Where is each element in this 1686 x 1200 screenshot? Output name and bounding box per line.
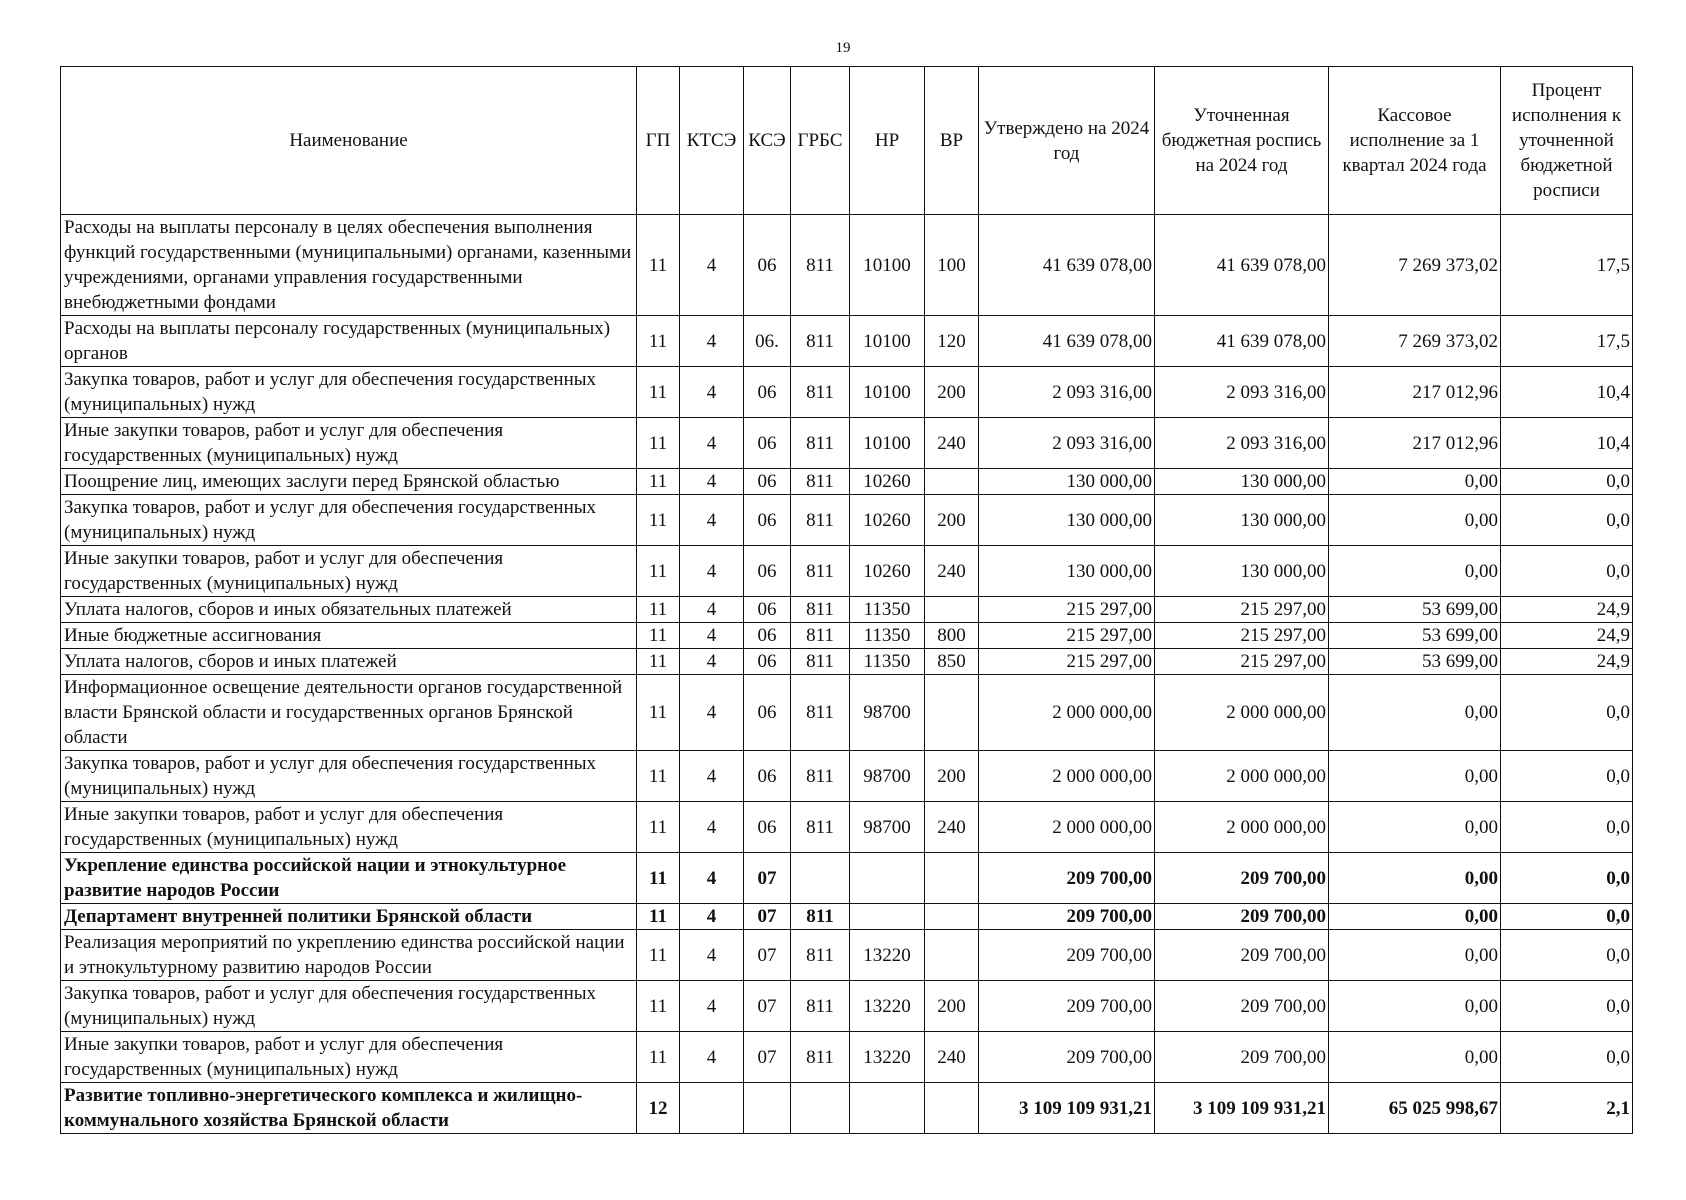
cell-gp: 11 xyxy=(637,495,680,546)
cell-nr: 10100 xyxy=(850,367,925,418)
table-row xyxy=(61,981,1633,1032)
header-nr: НР xyxy=(850,67,925,215)
cell-gp: 11 xyxy=(637,904,680,930)
cell-grbs: 811 xyxy=(791,418,850,469)
cell-percent: 17,5 xyxy=(1501,316,1633,367)
cell-vr: 850 xyxy=(925,649,979,675)
cell-ktse: 4 xyxy=(680,930,744,981)
header-cash: Кассовое исполнение за 1 квартал 2024 года xyxy=(1329,67,1501,215)
cell-nr: 11350 xyxy=(850,597,925,623)
cell-cash: 53 699,00 xyxy=(1329,597,1501,623)
header-approved: Утверждено на 2024 год xyxy=(979,67,1155,215)
cell-vr: 240 xyxy=(925,802,979,853)
cell-ktse: 4 xyxy=(680,981,744,1032)
cell-ktse: 4 xyxy=(680,546,744,597)
cell-kse: 06 xyxy=(744,597,791,623)
cell-kse: 07 xyxy=(744,853,791,904)
cell-name: Реализация мероприятий по укреплению единства российской нации и этнокультурному развитию народов России xyxy=(61,930,637,981)
cell-gp: 11 xyxy=(637,469,680,495)
cell-vr: 200 xyxy=(925,367,979,418)
cell-gp: 11 xyxy=(637,546,680,597)
cell-name: Расходы на выплаты персоналу в целях обеспечения выполнения функций государственными (муниципальными) органами, казенными учреждениями, органами управления государственными внебюджетными фондами xyxy=(61,215,637,316)
cell-kse: 06 xyxy=(744,367,791,418)
cell-cash: 53 699,00 xyxy=(1329,623,1501,649)
cell-cash: 7 269 373,02 xyxy=(1329,215,1501,316)
cell-name: Уплата налогов, сборов и иных обязательных платежей xyxy=(61,597,637,623)
cell-refined: 209 700,00 xyxy=(1155,930,1329,981)
cell-approved: 3 109 109 931,21 xyxy=(979,1083,1155,1134)
header-percent: Процент исполнения к уточненной бюджетной росписи xyxy=(1501,67,1633,215)
cell-nr xyxy=(850,1083,925,1134)
cell-grbs: 811 xyxy=(791,546,850,597)
cell-vr: 200 xyxy=(925,981,979,1032)
cell-name: Закупка товаров, работ и услуг для обеспечения государственных (муниципальных) нужд xyxy=(61,495,637,546)
cell-nr: 13220 xyxy=(850,930,925,981)
cell-nr: 10100 xyxy=(850,215,925,316)
cell-gp: 11 xyxy=(637,649,680,675)
cell-name: Закупка товаров, работ и услуг для обеспечения государственных (муниципальных) нужд xyxy=(61,367,637,418)
cell-nr: 11350 xyxy=(850,623,925,649)
cell-vr: 120 xyxy=(925,316,979,367)
cell-percent: 0,0 xyxy=(1501,930,1633,981)
cell-ktse: 4 xyxy=(680,495,744,546)
cell-vr xyxy=(925,675,979,751)
cell-kse: 06 xyxy=(744,546,791,597)
cell-kse: 06 xyxy=(744,469,791,495)
cell-percent: 0,0 xyxy=(1501,675,1633,751)
cell-percent: 0,0 xyxy=(1501,1032,1633,1083)
cell-approved: 41 639 078,00 xyxy=(979,316,1155,367)
cell-nr: 10260 xyxy=(850,469,925,495)
cell-cash: 0,00 xyxy=(1329,981,1501,1032)
cell-grbs: 811 xyxy=(791,930,850,981)
cell-refined: 2 000 000,00 xyxy=(1155,751,1329,802)
cell-ktse: 4 xyxy=(680,215,744,316)
cell-refined: 130 000,00 xyxy=(1155,469,1329,495)
header-row xyxy=(61,67,1633,215)
cell-approved: 2 093 316,00 xyxy=(979,367,1155,418)
cell-approved: 130 000,00 xyxy=(979,546,1155,597)
cell-nr xyxy=(850,853,925,904)
cell-grbs xyxy=(791,853,850,904)
cell-approved: 2 000 000,00 xyxy=(979,675,1155,751)
cell-ktse: 4 xyxy=(680,802,744,853)
cell-ktse: 4 xyxy=(680,675,744,751)
cell-gp: 11 xyxy=(637,853,680,904)
cell-percent: 0,0 xyxy=(1501,469,1633,495)
cell-kse: 07 xyxy=(744,930,791,981)
cell-approved: 2 000 000,00 xyxy=(979,751,1155,802)
cell-refined: 2 093 316,00 xyxy=(1155,418,1329,469)
cell-ktse: 4 xyxy=(680,316,744,367)
cell-nr: 10260 xyxy=(850,495,925,546)
cell-percent: 0,0 xyxy=(1501,981,1633,1032)
cell-refined: 215 297,00 xyxy=(1155,623,1329,649)
cell-cash: 0,00 xyxy=(1329,469,1501,495)
cell-ktse: 4 xyxy=(680,904,744,930)
cell-grbs: 811 xyxy=(791,751,850,802)
cell-vr xyxy=(925,597,979,623)
cell-vr xyxy=(925,853,979,904)
table-row xyxy=(61,1083,1633,1134)
cell-percent: 0,0 xyxy=(1501,802,1633,853)
cell-approved: 209 700,00 xyxy=(979,930,1155,981)
table-row xyxy=(61,469,1633,495)
cell-cash: 0,00 xyxy=(1329,930,1501,981)
cell-refined: 2 093 316,00 xyxy=(1155,367,1329,418)
budget-table xyxy=(60,66,1633,1134)
cell-gp: 11 xyxy=(637,981,680,1032)
table-row xyxy=(61,418,1633,469)
table-body xyxy=(61,215,1633,1134)
cell-cash: 0,00 xyxy=(1329,675,1501,751)
cell-approved: 130 000,00 xyxy=(979,495,1155,546)
cell-cash: 0,00 xyxy=(1329,853,1501,904)
cell-nr: 10100 xyxy=(850,316,925,367)
cell-name: Иные бюджетные ассигнования xyxy=(61,623,637,649)
table-row xyxy=(61,751,1633,802)
cell-vr: 240 xyxy=(925,1032,979,1083)
cell-approved: 209 700,00 xyxy=(979,904,1155,930)
cell-name: Поощрение лиц, имеющих заслуги перед Брянской областью xyxy=(61,469,637,495)
cell-ktse: 4 xyxy=(680,597,744,623)
cell-percent: 0,0 xyxy=(1501,904,1633,930)
table-row xyxy=(61,215,1633,316)
cell-nr: 10100 xyxy=(850,418,925,469)
table-row xyxy=(61,1032,1633,1083)
cell-grbs: 811 xyxy=(791,675,850,751)
table-row xyxy=(61,597,1633,623)
cell-grbs: 811 xyxy=(791,597,850,623)
cell-vr: 240 xyxy=(925,546,979,597)
cell-refined: 209 700,00 xyxy=(1155,904,1329,930)
cell-refined: 209 700,00 xyxy=(1155,1032,1329,1083)
cell-approved: 209 700,00 xyxy=(979,981,1155,1032)
cell-ktse: 4 xyxy=(680,649,744,675)
cell-name: Развитие топливно-энергетического комплекса и жилищно-коммунального хозяйства Брянской области xyxy=(61,1083,637,1134)
cell-cash: 217 012,96 xyxy=(1329,367,1501,418)
page-number: 19 xyxy=(835,40,851,56)
header-name: Наименование xyxy=(61,67,637,215)
cell-vr: 800 xyxy=(925,623,979,649)
cell-ktse: 4 xyxy=(680,1032,744,1083)
cell-kse: 06 xyxy=(744,649,791,675)
table-row xyxy=(61,675,1633,751)
cell-gp: 12 xyxy=(637,1083,680,1134)
cell-refined: 41 639 078,00 xyxy=(1155,215,1329,316)
table-row xyxy=(61,367,1633,418)
cell-percent: 17,5 xyxy=(1501,215,1633,316)
cell-ktse: 4 xyxy=(680,853,744,904)
cell-vr xyxy=(925,469,979,495)
cell-approved: 215 297,00 xyxy=(979,623,1155,649)
cell-name: Расходы на выплаты персоналу государственных (муниципальных) органов xyxy=(61,316,637,367)
cell-gp: 11 xyxy=(637,316,680,367)
cell-grbs: 811 xyxy=(791,316,850,367)
cell-grbs: 811 xyxy=(791,367,850,418)
cell-refined: 130 000,00 xyxy=(1155,495,1329,546)
cell-approved: 2 093 316,00 xyxy=(979,418,1155,469)
cell-vr: 240 xyxy=(925,418,979,469)
cell-name: Иные закупки товаров, работ и услуг для обеспечения государственных (муниципальных) нужд xyxy=(61,1032,637,1083)
cell-cash: 7 269 373,02 xyxy=(1329,316,1501,367)
cell-gp: 11 xyxy=(637,597,680,623)
table-row xyxy=(61,930,1633,981)
header-vr: ВР xyxy=(925,67,979,215)
cell-gp: 11 xyxy=(637,367,680,418)
cell-kse: 06 xyxy=(744,802,791,853)
cell-cash: 0,00 xyxy=(1329,495,1501,546)
cell-kse: 06. xyxy=(744,316,791,367)
cell-cash: 217 012,96 xyxy=(1329,418,1501,469)
cell-nr xyxy=(850,904,925,930)
cell-name: Департамент внутренней политики Брянской области xyxy=(61,904,637,930)
cell-ktse: 4 xyxy=(680,751,744,802)
cell-ktse: 4 xyxy=(680,623,744,649)
cell-ktse: 4 xyxy=(680,367,744,418)
cell-nr: 10260 xyxy=(850,546,925,597)
cell-kse: 06 xyxy=(744,675,791,751)
cell-grbs: 811 xyxy=(791,649,850,675)
cell-vr xyxy=(925,904,979,930)
cell-approved: 2 000 000,00 xyxy=(979,802,1155,853)
table-row xyxy=(61,623,1633,649)
cell-kse xyxy=(744,1083,791,1134)
header-gp: ГП xyxy=(637,67,680,215)
cell-refined: 41 639 078,00 xyxy=(1155,316,1329,367)
cell-gp: 11 xyxy=(637,623,680,649)
cell-gp: 11 xyxy=(637,802,680,853)
cell-kse: 07 xyxy=(744,1032,791,1083)
cell-grbs: 811 xyxy=(791,1032,850,1083)
cell-nr: 13220 xyxy=(850,981,925,1032)
cell-refined: 209 700,00 xyxy=(1155,853,1329,904)
header-refined: Уточненная бюджетная роспись на 2024 год xyxy=(1155,67,1329,215)
cell-approved: 130 000,00 xyxy=(979,469,1155,495)
cell-percent: 24,9 xyxy=(1501,649,1633,675)
cell-percent: 24,9 xyxy=(1501,597,1633,623)
cell-nr: 98700 xyxy=(850,675,925,751)
cell-refined: 215 297,00 xyxy=(1155,597,1329,623)
cell-nr: 98700 xyxy=(850,751,925,802)
cell-percent: 0,0 xyxy=(1501,495,1633,546)
cell-vr xyxy=(925,930,979,981)
cell-percent: 10,4 xyxy=(1501,367,1633,418)
cell-name: Иные закупки товаров, работ и услуг для обеспечения государственных (муниципальных) нужд xyxy=(61,546,637,597)
cell-vr: 200 xyxy=(925,495,979,546)
cell-approved: 41 639 078,00 xyxy=(979,215,1155,316)
cell-grbs: 811 xyxy=(791,215,850,316)
cell-percent: 2,1 xyxy=(1501,1083,1633,1134)
cell-cash: 0,00 xyxy=(1329,546,1501,597)
cell-gp: 11 xyxy=(637,675,680,751)
cell-kse: 06 xyxy=(744,751,791,802)
cell-refined: 2 000 000,00 xyxy=(1155,675,1329,751)
cell-grbs: 811 xyxy=(791,904,850,930)
cell-vr xyxy=(925,1083,979,1134)
cell-grbs: 811 xyxy=(791,623,850,649)
cell-grbs: 811 xyxy=(791,981,850,1032)
table-row xyxy=(61,649,1633,675)
cell-vr: 100 xyxy=(925,215,979,316)
cell-percent: 10,4 xyxy=(1501,418,1633,469)
cell-grbs xyxy=(791,1083,850,1134)
table-row xyxy=(61,904,1633,930)
header-ktse: КТСЭ xyxy=(680,67,744,215)
cell-refined: 215 297,00 xyxy=(1155,649,1329,675)
cell-cash: 0,00 xyxy=(1329,1032,1501,1083)
cell-gp: 11 xyxy=(637,930,680,981)
cell-grbs: 811 xyxy=(791,469,850,495)
cell-name: Уплата налогов, сборов и иных платежей xyxy=(61,649,637,675)
cell-nr: 13220 xyxy=(850,1032,925,1083)
cell-refined: 3 109 109 931,21 xyxy=(1155,1083,1329,1134)
cell-approved: 215 297,00 xyxy=(979,649,1155,675)
cell-refined: 130 000,00 xyxy=(1155,546,1329,597)
cell-percent: 0,0 xyxy=(1501,546,1633,597)
cell-kse: 07 xyxy=(744,904,791,930)
table-row xyxy=(61,802,1633,853)
header-grbs: ГРБС xyxy=(791,67,850,215)
cell-ktse xyxy=(680,1083,744,1134)
cell-name: Закупка товаров, работ и услуг для обеспечения государственных (муниципальных) нужд xyxy=(61,981,637,1032)
cell-percent: 0,0 xyxy=(1501,853,1633,904)
cell-percent: 24,9 xyxy=(1501,623,1633,649)
table-row xyxy=(61,853,1633,904)
cell-name: Иные закупки товаров, работ и услуг для обеспечения государственных (муниципальных) нужд xyxy=(61,802,637,853)
cell-cash: 0,00 xyxy=(1329,751,1501,802)
cell-cash: 0,00 xyxy=(1329,904,1501,930)
cell-approved: 209 700,00 xyxy=(979,1032,1155,1083)
cell-ktse: 4 xyxy=(680,469,744,495)
cell-nr: 98700 xyxy=(850,802,925,853)
cell-approved: 209 700,00 xyxy=(979,853,1155,904)
cell-kse: 07 xyxy=(744,981,791,1032)
cell-name: Иные закупки товаров, работ и услуг для обеспечения государственных (муниципальных) нужд xyxy=(61,418,637,469)
cell-kse: 06 xyxy=(744,215,791,316)
cell-cash: 53 699,00 xyxy=(1329,649,1501,675)
cell-nr: 11350 xyxy=(850,649,925,675)
cell-kse: 06 xyxy=(744,495,791,546)
cell-gp: 11 xyxy=(637,418,680,469)
cell-refined: 209 700,00 xyxy=(1155,981,1329,1032)
header-kse: КСЭ xyxy=(744,67,791,215)
table-row xyxy=(61,495,1633,546)
cell-kse: 06 xyxy=(744,418,791,469)
cell-name: Закупка товаров, работ и услуг для обеспечения государственных (муниципальных) нужд xyxy=(61,751,637,802)
table-row xyxy=(61,316,1633,367)
cell-refined: 2 000 000,00 xyxy=(1155,802,1329,853)
cell-cash: 65 025 998,67 xyxy=(1329,1083,1501,1134)
cell-kse: 06 xyxy=(744,623,791,649)
cell-name: Укрепление единства российской нации и этнокультурное развитие народов России xyxy=(61,853,637,904)
cell-gp: 11 xyxy=(637,751,680,802)
cell-grbs: 811 xyxy=(791,802,850,853)
cell-approved: 215 297,00 xyxy=(979,597,1155,623)
cell-cash: 0,00 xyxy=(1329,802,1501,853)
cell-gp: 11 xyxy=(637,1032,680,1083)
cell-grbs: 811 xyxy=(791,495,850,546)
cell-gp: 11 xyxy=(637,215,680,316)
cell-ktse: 4 xyxy=(680,418,744,469)
cell-vr: 200 xyxy=(925,751,979,802)
cell-name: Информационное освещение деятельности органов государственной власти Брянской области и государственных органов Брянской области xyxy=(61,675,637,751)
table-row xyxy=(61,546,1633,597)
cell-percent: 0,0 xyxy=(1501,751,1633,802)
